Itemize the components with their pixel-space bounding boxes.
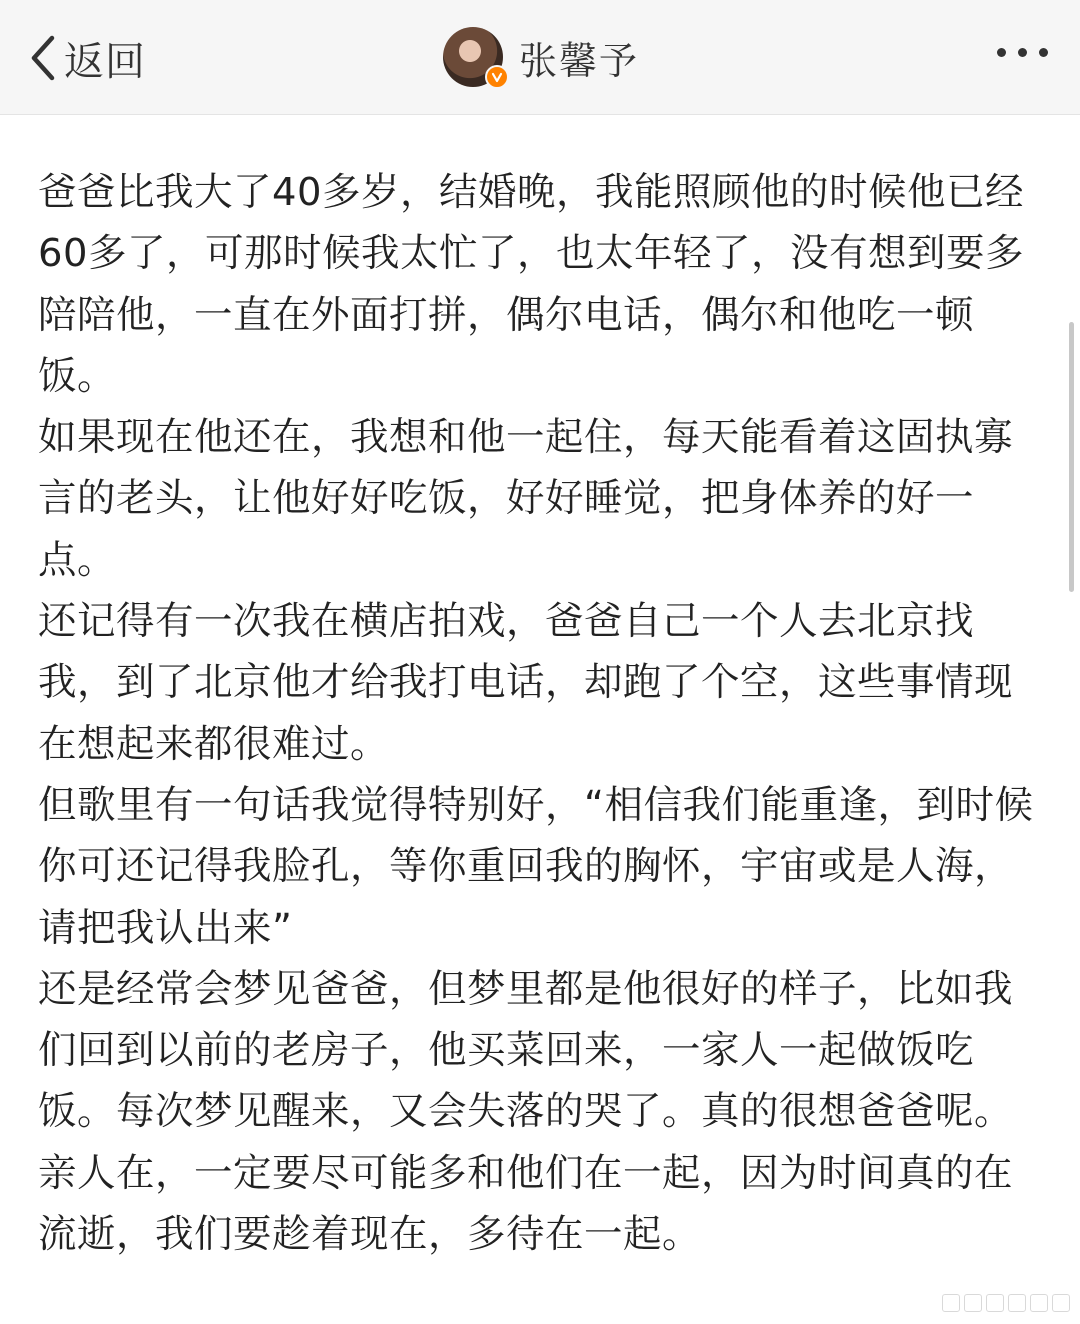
post-paragraph: 亲人在，一定要尽可能多和他们在一起，因为时间真的在流逝，我们要趁着现在，多待在一起。	[38, 1150, 1014, 1258]
more-dot-icon	[1018, 48, 1027, 57]
author-username[interactable]: 张馨予	[519, 38, 640, 83]
author-profile[interactable]	[443, 26, 639, 88]
post-paragraph: 还是经常会梦见爸爸，但梦里都是他很好的样子，比如我们回到以前的老房子，他买菜回来，一家人一起做饭吃饭。每次梦见醒来，又会失落的哭了。真的很想爸爸呢。	[38, 966, 1014, 1135]
v-check-icon	[491, 71, 503, 83]
more-options-button[interactable]	[997, 48, 1048, 57]
verified-badge-icon	[485, 65, 509, 89]
chevron-left-icon	[28, 34, 58, 82]
watermark-logo	[942, 1294, 1070, 1312]
more-dot-icon	[1039, 48, 1048, 57]
back-label: 返回	[64, 38, 146, 85]
top-navbar	[0, 0, 1080, 115]
back-button[interactable]	[28, 30, 146, 86]
post-paragraph: 还记得有一次我在横店拍戏，爸爸自己一个人去北京找我，到了北京他才给我打电话，却跑了个空，这些事情现在想起来都很难过。	[38, 599, 1014, 767]
post-body	[38, 162, 1046, 1265]
avatar-container[interactable]	[443, 27, 503, 87]
post-paragraph: 爸爸比我大了40多岁，结婚晚，我能照顾他的时候他已经60多了，可那时候我太忙了，也太年轻了，没有想到要多陪陪他，一直在外面打拼，偶尔电话，偶尔和他吃一顿饭。	[38, 170, 1024, 399]
post-paragraph: 但歌里有一句话我觉得特别好，“相信我们能重逢，到时候你可还记得我脸孔，等你重回我的胸怀，宇宙或是人海，请把我认出来”	[38, 782, 1034, 951]
post-paragraph: 如果现在他还在，我想和他一起住，每天能看着这固执寡言的老头，让他好好吃饭，好好睡觉，把身体养的好一点。	[38, 415, 1014, 583]
more-dot-icon	[997, 48, 1006, 57]
vertical-scrollbar[interactable]	[1069, 322, 1074, 592]
